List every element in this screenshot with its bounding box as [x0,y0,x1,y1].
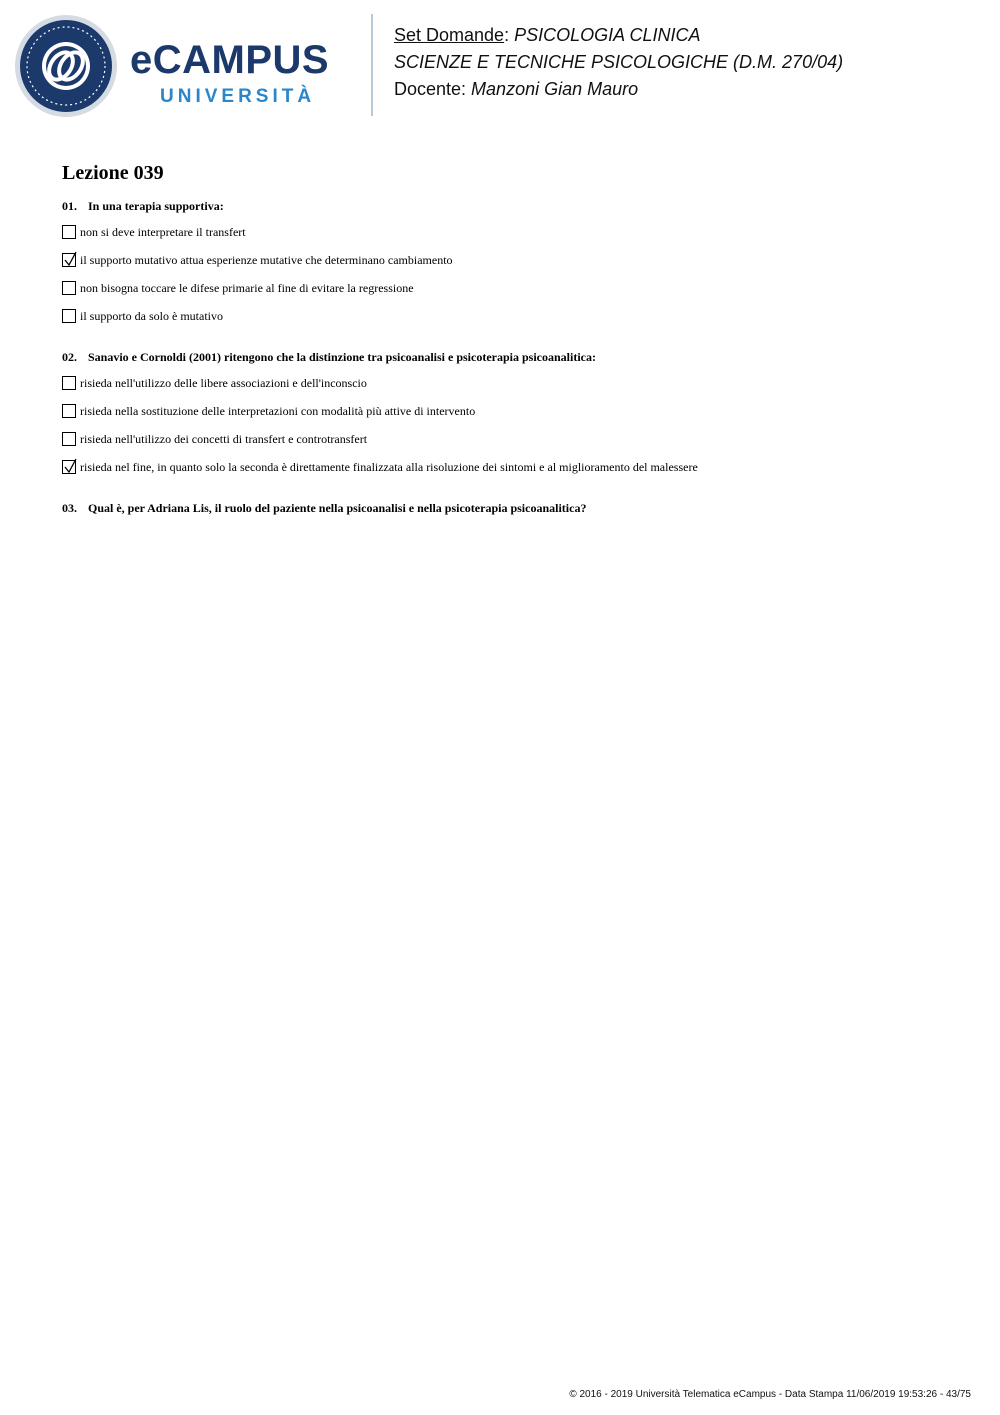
question-number: 02. [62,350,77,364]
checkbox-checked[interactable] [62,253,76,267]
checkbox[interactable] [62,281,76,295]
answer-text: risieda nel fine, in quanto solo la seconda è direttamente finalizzata alla risoluzione dei sintomi e al miglioramento del malessere [80,460,698,474]
question-01 [62,199,224,214]
ecampus-wordmark [130,38,360,118]
set-colon: : [504,25,515,45]
answer-text: il supporto da solo è mutativo [80,309,223,323]
teacher-label: Docente: [394,79,472,99]
question-02 [62,350,596,365]
header-info [394,22,843,103]
checkbox[interactable] [62,309,76,323]
checkbox[interactable] [62,225,76,239]
answer-text: risieda nell'utilizzo delle libere associazioni e dell'inconscio [80,376,367,390]
answer-text: risieda nell'utilizzo dei concetti di transfert e controtransfert [80,432,368,446]
checkbox[interactable] [62,404,76,418]
question-text: Sanavio e Cornoldi (2001) ritengono che la distinzione tra psicoanalisi e psicoterapia psicoanalitica: [88,350,596,364]
ecampus-seal-logo [14,14,118,118]
page-footer: © 2016 - 2019 Università Telematica eCampus - Data Stampa 11/06/2019 19:53:26 - 43/75 [569,1389,971,1400]
subject-name: PSICOLOGIA CLINICA [514,25,701,45]
checkbox[interactable] [62,432,76,446]
question-03 [62,501,586,516]
answer-text: non bisogna toccare le difese primarie al fine di evitare la regressione [80,281,414,295]
header-divider [371,14,373,116]
question-number: 01. [62,199,77,213]
checkbox-checked[interactable] [62,460,76,474]
teacher-name: Manzoni Gian Mauro [471,79,639,99]
page-header [0,0,1000,130]
logo-universita-text: UNIVERSITÀ [160,86,316,107]
set-label: Set Domande [394,25,505,45]
checkbox[interactable] [62,376,76,390]
checkmark-icon [64,251,78,267]
checkmark-icon [64,458,78,474]
answer-text: il supporto mutativo attua esperienze mutative che determinano cambiamento [80,253,453,267]
answer-text: non si deve interpretare il transfert [80,225,246,239]
lesson-title: Lezione 039 [62,162,164,184]
answer-text: risieda nella sostituzione delle interpretazioni con modalità più attive di intervento [80,404,476,418]
question-text: In una terapia supportiva: [88,199,224,213]
question-text: Qual è, per Adriana Lis, il ruolo del paziente nella psicoanalisi e nella psicoterapia psicoanalitica? [88,501,587,515]
question-number: 03. [62,501,77,515]
teacher-line [394,76,843,103]
course-name: SCIENZE E TECNICHE PSICOLOGICHE (D.M. 270/04) [394,52,844,72]
set-line [394,22,843,49]
logo-ecampus-text: eCAMPUS [130,38,330,82]
